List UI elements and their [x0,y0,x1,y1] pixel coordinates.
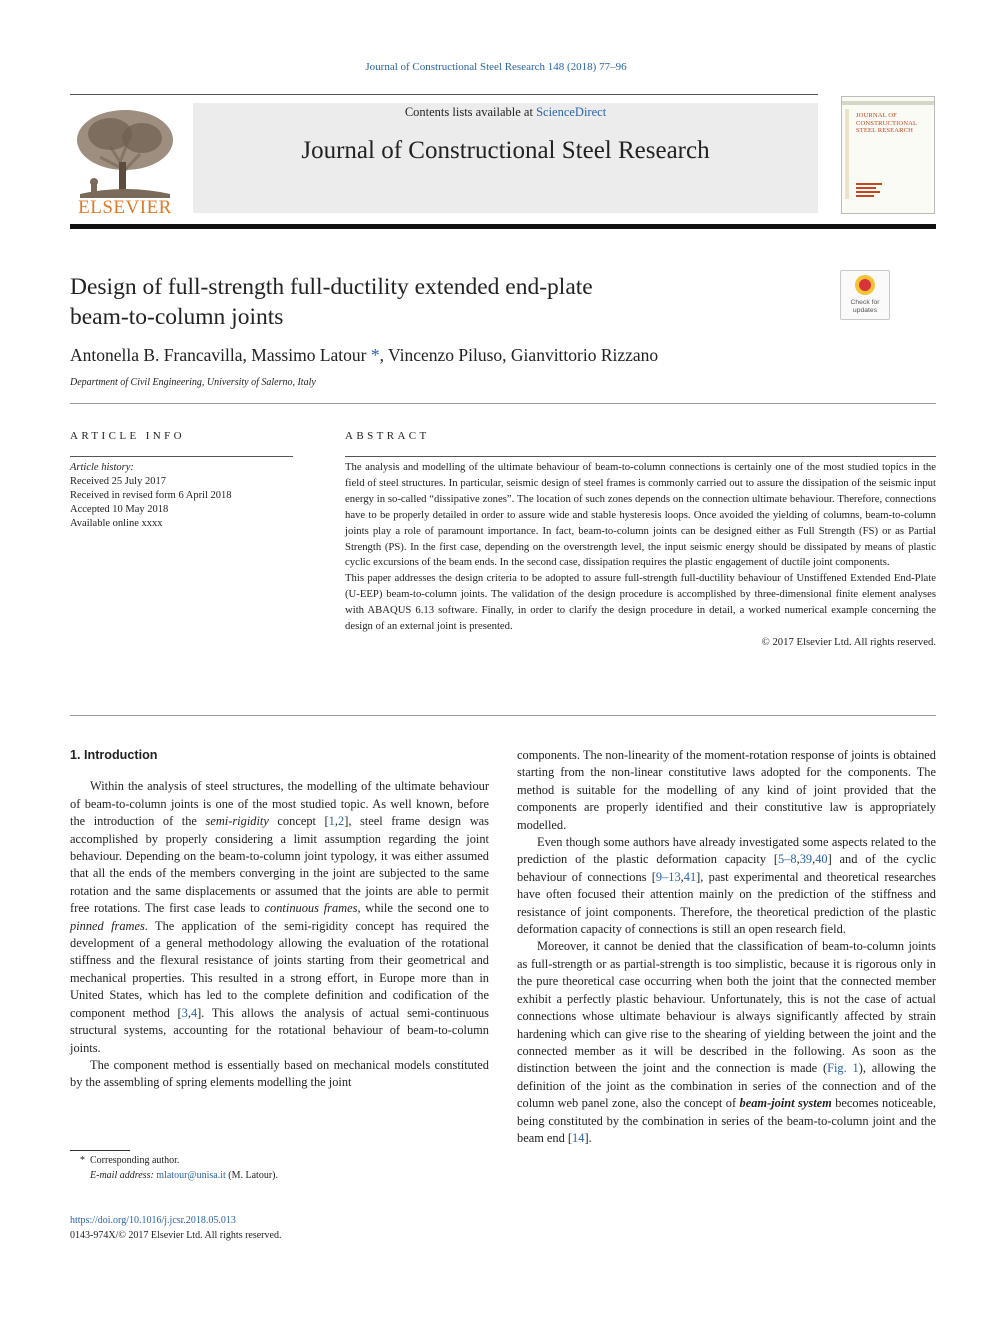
article-title [70,272,770,332]
journal-cover-thumbnail[interactable] [841,96,935,214]
text-run: ), allowing the definition of the joint as the combination in series of the connection and of the column web panel zone, also the concept of [517,1061,936,1111]
crossmark-icon [855,275,875,295]
contents-line [193,105,818,120]
intro-paragraph-1 [70,778,489,1057]
text-run: Moreover, it cannot be denied that the classification of beam-to-column joints as full-strength or as partial-strength is too simplistic, because it is rigorous only in the pure theoretical case occurring when both the joint that the connected member exhibit a perfectly plastic behaviour. Unfortunately, this is not the case of actual connections whose ultimate behaviour is always significantly affected by strain hardening which can give rise to the shearing of yielding between the joint and the connected member as it will be described in the following. As soon as the distinction between the joint and the connection is made ( [517,939,936,1076]
footnote-corresponding [70,1153,490,1168]
section-heading: 1. Introduction [70,748,158,762]
journal-title: Journal of Constructional Steel Research [301,137,710,164]
text-run: , [334,814,338,829]
cover-title: JOURNAL OF CONSTRUCTIONAL STEEL RESEARCH [856,112,917,135]
citation-link[interactable]: 14 [572,1130,585,1145]
intro-paragraph-2-cont: components. The non-linearity of the moment-rotation response of joints is obtained starting from the non-linear constitutive laws adopted for the components. The method is suitable for the modelling of any kind of joint provided that the components are properly identified and their constitutive law is appropriately modelled. [517,748,936,832]
history-online: Available online xxxx [70,518,163,529]
text-run: . The application of the semi-rigidity concept has required the development of a general methodology allowing the evaluation of the rotational stiffness and the flexural resistance of joints starting from their geometrical and mechanical properties. This resulted in a strong effort, in Europe more than in United States, which has led to the complete definition and codification of the component method [ [70,918,489,1020]
email-label: E-mail address: [90,1170,157,1181]
crossmark-label [841,299,889,314]
text-run: , [812,852,816,867]
header-heavy-rule [70,224,936,229]
text-run: ]. This allows the analysis of actual semi-continuous structural systems, accounting for the rotational behaviour of beam-to-column joints. [70,1005,489,1055]
issn-copyright: 0143-974X/© 2017 Elsevier Ltd. All rights reserved. [70,1230,282,1241]
abstract-paragraph-1: The analysis and modelling of the ultimate behaviour of beam-to-column connections is certainly one of the most studied topics in the field of steel structures. In particular, seismic design of steel frames is commonly carried out to assure the dissipation of the seismic input energy in so-called “dissipative zones”. The location of such zones depends on the connection ultimate behaviour. Therefore, connections have to be properly detailed in order to assure wide and stable hysteresis loops. Once avoided the yielding of columns, beam-to-column joints play a role of paramount importance. In fact, beam-to-column joints can be designed either as Full Strength (FS) or as Partial Strength (PS). In the first case, depending on the overstrength level, the input seismic energy should be dissipated by means of plastic cyclic excursions of the beam ends. In the second case, dissipation requires the plastic engagement of ductile joint components. [345,461,936,569]
cover-band [842,101,934,105]
footnote-rule [70,1150,130,1151]
header-rule [70,94,818,95]
history-label: Article history: [70,462,134,473]
intro-paragraph-2: The component method is essentially based on mechanical models constituted by the assembling of spring elements modelling the joint [70,1057,489,1090]
email-link[interactable]: mlatour@unisa.it [156,1170,226,1181]
italic-term: pinned frames [70,918,145,933]
abstract-body [345,460,936,651]
affiliation: Department of Civil Engineering, University of Salerno, Italy [70,377,316,388]
abstract-heading: ABSTRACT [345,430,430,442]
citation-link[interactable]: 1 [328,814,335,829]
text-run: ], steel frame design was accomplished by properly considering a limit assumption regarding the joint behaviour. Depending on the beam-to-column joint typology, it was either assumed that all the ends of the members converging in the joint are subjected to the same rotation and the same displacements or assumed that the joints are able to permit free rotations. The first case leads to [70,814,489,916]
abstract-copyright: © 2017 Elsevier Ltd. All rights reserved. [761,635,936,648]
text-run: Within the analysis of steel structures, the modelling of the ultimate behaviour of beam-to-column joints is one of the most studied topic. As well known, before the introduction of the [70,779,489,829]
figure-link[interactable]: Fig. 1 [827,1061,859,1076]
doi-block [70,1213,490,1243]
authors-part-2: , Vincenzo Piluso, Gianvittorio Rizzano [379,345,659,365]
title-line-2: beam-to-column joints [70,304,284,330]
citation-link[interactable]: 41 [683,869,697,884]
footnote-marker: * [80,1155,85,1166]
italic-term: continuous frames [264,901,358,916]
author-list [70,345,870,366]
text-run: , [796,852,800,867]
intro-paragraph-4 [517,938,936,1147]
body-column-left [70,747,489,1092]
citation-link[interactable]: 2 [337,814,345,829]
history-accepted: Accepted 10 May 2018 [70,504,169,515]
citation-link[interactable]: 4 [190,1005,198,1020]
elsevier-logo [70,102,180,217]
text-run: Even though some authors have already investigated some aspects related to the prediction of the plastic deformation capacity [ [517,835,936,867]
text-run: concept [ [268,814,329,829]
authors-part-1: Antonella B. Francavilla, Massimo Latour [70,345,371,365]
abstract-rule [345,456,936,457]
text-run: , while the second one to [357,901,490,916]
divider [70,403,936,404]
footnote [70,1153,490,1183]
crossmark-label-line-2: updates [852,306,878,314]
article-history [70,461,293,531]
elsevier-wordmark: ELSEVIER [78,197,172,218]
corresponding-author-star[interactable]: * [370,345,380,365]
contents-prefix: Contents lists available at [404,105,537,119]
citation-link[interactable]: 40 [815,852,828,867]
text-run: ] and of the cyclic behaviour of connections [ [517,852,936,884]
email-name: (M. Latour). [225,1170,278,1181]
citation-link[interactable]: 9–13 [655,869,681,884]
bold-italic-term: beam-joint system [739,1096,832,1111]
italic-term: semi-rigidity [205,814,269,829]
text-run: ], past experimental and theoretical researches have often focused their attention mainly on the prediction of the stiffness and resistance of joint components. Therefore, the theoretical prediction of the plastic deformation capacity of connections is still an open research field. [517,869,936,937]
citation-link[interactable]: 3 [181,1005,188,1020]
body-column-right [517,747,936,1147]
text-run: becomes noticeable, being constituted by the combination in series of the beam-to-column joint and the beam end [ [517,1096,937,1145]
history-revised: Received in revised form 6 April 2018 [70,490,232,501]
citation-link[interactable]: 39 [799,852,813,867]
title-line-1: Design of full-strength full-ductility extended end-plate [70,274,593,300]
cover-side-strip [845,109,849,199]
journal-reference[interactable]: Journal of Constructional Steel Research 148 (2018) 77–96 [365,61,627,73]
intro-paragraph-3 [517,834,936,938]
abstract-paragraph-2: This paper addresses the design criteria to be adopted to assure full-strength full-ductility behaviour of Unstiffened Extended End-Plate (U-EEP) beam-to-column joints. The validation of the design procedure is accomplished by three-dimensional finite element analyses with ABAQUS 6.13 software. Finally, in order to clarify the design procedure in detail, a worked numerical example concerning the design of an external joint is presented. [345,572,936,633]
history-received: Received 25 July 2017 [70,476,166,487]
divider [70,715,936,716]
text-run: , [187,1005,191,1020]
doi-link[interactable]: https://doi.org/10.1016/j.jcsr.2018.05.013 [70,1215,236,1226]
check-for-updates-button[interactable] [840,270,890,320]
sciencedirect-link[interactable]: ScienceDirect [536,105,607,119]
article-info-rule [70,456,293,457]
footnote-email-line [70,1168,490,1183]
footnote-corresponding-text: Corresponding author. [90,1155,180,1166]
cover-small-print [856,181,886,199]
citation-link[interactable]: 5–8 [778,852,797,867]
article-info-heading: ARTICLE INFO [70,430,185,442]
text-run: ]. [584,1130,592,1145]
crossmark-label-line-1: Check for [850,299,880,306]
text-run: , [680,869,684,884]
